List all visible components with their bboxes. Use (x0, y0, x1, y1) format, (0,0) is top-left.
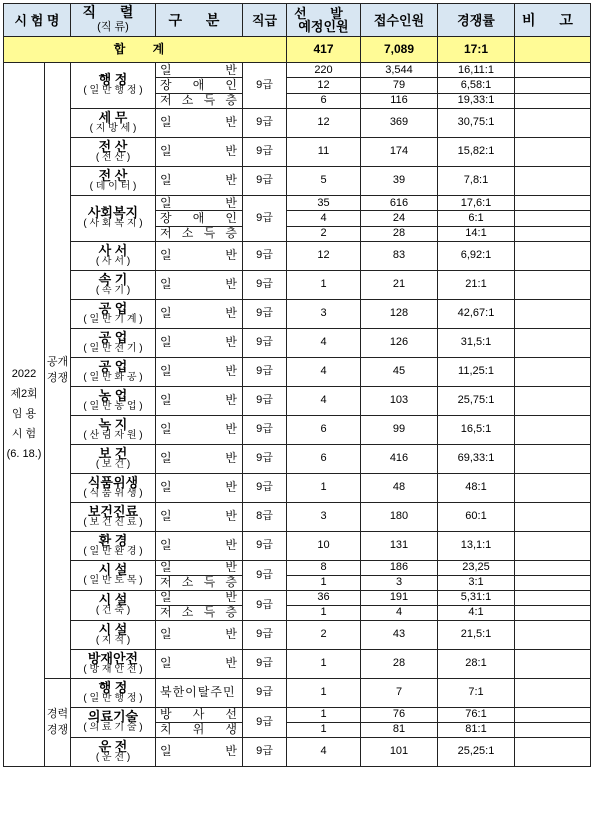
applicants-cell: 103 (361, 386, 438, 415)
category-cell: 일 반 (156, 108, 243, 137)
note-cell (515, 328, 591, 357)
job-subtype: ( 보 건 진 료 ) (83, 516, 143, 528)
recruit-cell: 1 (287, 605, 361, 620)
header-rate: 경쟁률 (438, 4, 515, 37)
note-cell (515, 531, 591, 560)
recruit-cell: 1 (287, 707, 361, 722)
table-row (4, 502, 591, 531)
job-name: 의료기술 (87, 709, 139, 725)
recruit-cell: 12 (287, 108, 361, 137)
rate-cell: 76:1 (438, 707, 515, 722)
recruit-cell: 10 (287, 531, 361, 560)
rate-cell: 11,25:1 (438, 357, 515, 386)
applicants-cell: 416 (361, 444, 438, 473)
note-cell (515, 722, 591, 737)
job-name-cell (71, 166, 156, 195)
applicants-cell: 43 (361, 620, 438, 649)
header-grade: 직급 (243, 4, 287, 37)
exam-name-line: 임 용 (11, 408, 37, 421)
category-cell: 일 반 (156, 444, 243, 473)
job-name-cell (71, 473, 156, 502)
note-cell (515, 78, 591, 93)
job-name: 사회복지 (87, 205, 139, 221)
note-cell (515, 386, 591, 415)
category-cell: 일 반 (156, 737, 243, 766)
table-row (4, 386, 591, 415)
rate-cell: 25,25:1 (438, 737, 515, 766)
table-row (4, 590, 591, 605)
category-cell: 일 반 (156, 241, 243, 270)
category-cell: 일 반 (156, 560, 243, 575)
applicants-cell: 24 (361, 211, 438, 226)
grade-cell: 9급 (243, 195, 287, 241)
job-name-cell (71, 737, 156, 766)
table-row (4, 473, 591, 502)
note-cell (515, 93, 591, 108)
job-name-cell (71, 531, 156, 560)
category-cell: 저 소 득 층 (156, 93, 243, 108)
applicants-cell: 174 (361, 137, 438, 166)
note-cell (515, 211, 591, 226)
grade-cell: 9급 (243, 386, 287, 415)
job-subtype: ( 일 반 환 경 ) (83, 545, 143, 557)
applicants-cell: 126 (361, 328, 438, 357)
category-cell: 일 반 (156, 166, 243, 195)
applicants-cell: 3 (361, 575, 438, 590)
job-name: 공 업 (98, 329, 128, 345)
job-name: 속 기 (98, 271, 128, 287)
job-subtype: ( 운 전 ) (95, 751, 131, 763)
table-row (4, 531, 591, 560)
job-name-cell (71, 560, 156, 590)
category-cell: 일 반 (156, 357, 243, 386)
recruit-cell: 5 (287, 166, 361, 195)
table-row (4, 137, 591, 166)
header-job: 직 렬 (직 류) (71, 4, 156, 37)
note-cell (515, 270, 591, 299)
applicants-cell: 369 (361, 108, 438, 137)
grade-cell: 9급 (243, 63, 287, 109)
job-subtype: ( 보 건 ) (95, 458, 131, 470)
job-subtype: ( 방 재 안 전 ) (83, 663, 143, 675)
recruit-cell: 4 (287, 328, 361, 357)
rate-cell: 16,11:1 (438, 63, 515, 78)
rate-cell: 19,33:1 (438, 93, 515, 108)
job-name-cell (71, 678, 156, 707)
rate-cell: 28:1 (438, 649, 515, 678)
note-cell (515, 137, 591, 166)
competition-table (3, 3, 591, 767)
table-row (4, 357, 591, 386)
recruit-cell: 12 (287, 241, 361, 270)
job-name-cell (71, 328, 156, 357)
recruit-cell: 6 (287, 415, 361, 444)
applicants-cell: 3,544 (361, 63, 438, 78)
grade-cell: 9급 (243, 620, 287, 649)
rate-cell: 21:1 (438, 270, 515, 299)
recruit-cell: 11 (287, 137, 361, 166)
applicants-cell: 48 (361, 473, 438, 502)
job-subtype: ( 일 반 전 기 ) (83, 342, 143, 354)
applicants-cell: 39 (361, 166, 438, 195)
job-subtype: ( 사 회 복 지 ) (83, 218, 143, 230)
note-cell (515, 63, 591, 78)
category-cell: 저 소 득 층 (156, 226, 243, 241)
rate-cell: 48:1 (438, 473, 515, 502)
grade-cell: 9급 (243, 299, 287, 328)
note-cell (515, 166, 591, 195)
job-subtype: ( 일 반 농 업 ) (83, 400, 143, 412)
note-cell (515, 575, 591, 590)
job-subtype: ( 지 방 세 ) (89, 122, 137, 134)
total-label: 합 계 (4, 37, 287, 63)
job-name-cell (71, 444, 156, 473)
group-career-cell (45, 678, 71, 766)
job-name: 농 업 (98, 387, 128, 403)
category-cell: 일 반 (156, 502, 243, 531)
header-exam: 시 험 명 (4, 4, 71, 37)
category-cell: 장 애 인 (156, 211, 243, 226)
note-cell (515, 415, 591, 444)
recruit-cell: 1 (287, 270, 361, 299)
table-row (4, 560, 591, 575)
category-cell: 일 반 (156, 473, 243, 502)
header-recruit: 선 발 예정인원 (287, 4, 361, 37)
table-row (4, 707, 591, 722)
applicants-cell: 99 (361, 415, 438, 444)
job-name-cell (71, 108, 156, 137)
note-cell (515, 620, 591, 649)
exam-name-line: (6. 18.) (6, 448, 42, 461)
job-name: 보건진료 (87, 503, 139, 519)
category-cell: 일 반 (156, 63, 243, 78)
note-cell (515, 605, 591, 620)
rate-cell: 30,75:1 (438, 108, 515, 137)
grade-cell: 9급 (243, 357, 287, 386)
job-name-cell (71, 415, 156, 444)
job-subtype: ( 산 림 자 원 ) (83, 429, 143, 441)
grade-cell: 9급 (243, 166, 287, 195)
grade-cell: 9급 (243, 137, 287, 166)
group-label: 경쟁 (46, 372, 69, 385)
category-cell: 치 위 생 (156, 722, 243, 737)
applicants-cell: 79 (361, 78, 438, 93)
table-row (4, 649, 591, 678)
note-cell (515, 108, 591, 137)
job-name: 행 정 (98, 679, 128, 695)
job-subtype: ( 일 반 토 목 ) (83, 575, 143, 587)
exam-name-cell (4, 63, 45, 767)
table-row (4, 620, 591, 649)
category-cell: 일 반 (156, 386, 243, 415)
rate-cell: 15,82:1 (438, 137, 515, 166)
job-name-cell (71, 241, 156, 270)
table-row (4, 241, 591, 270)
grade-cell: 9급 (243, 108, 287, 137)
note-cell (515, 195, 591, 210)
job-subtype: ( 일 반 화 공 ) (83, 371, 143, 383)
job-subtype: ( 사 서 ) (95, 255, 131, 267)
job-name-cell (71, 649, 156, 678)
job-subtype: ( 일 반 행 정 ) (83, 692, 143, 704)
rate-cell: 6,92:1 (438, 241, 515, 270)
note-cell (515, 241, 591, 270)
job-subtype: ( 식 품 위 생 ) (83, 487, 143, 499)
table-row (4, 195, 591, 210)
rate-cell: 3:1 (438, 575, 515, 590)
category-cell: 일 반 (156, 195, 243, 210)
grade-cell: 9급 (243, 270, 287, 299)
rate-cell: 69,33:1 (438, 444, 515, 473)
table-row (4, 415, 591, 444)
applicants-cell: 76 (361, 707, 438, 722)
recruit-cell: 35 (287, 195, 361, 210)
grade-cell: 9급 (243, 473, 287, 502)
total-applicants: 7,089 (361, 37, 438, 63)
grade-cell: 9급 (243, 531, 287, 560)
applicants-cell: 28 (361, 226, 438, 241)
exam-name-line: 2022 (11, 368, 37, 381)
job-name: 운 전 (98, 738, 128, 754)
total-row (4, 37, 591, 63)
recruit-cell: 4 (287, 386, 361, 415)
group-label: 경쟁 (46, 724, 69, 737)
recruit-cell: 8 (287, 560, 361, 575)
recruit-cell: 1 (287, 575, 361, 590)
group-label: 공개 (46, 356, 69, 369)
rate-cell: 5,31:1 (438, 590, 515, 605)
note-cell (515, 357, 591, 386)
table-row (4, 270, 591, 299)
job-name: 시 설 (98, 621, 128, 637)
recruit-cell: 4 (287, 357, 361, 386)
job-subtype: ( 지 적 ) (95, 634, 131, 646)
total-recruit: 417 (287, 37, 361, 63)
job-name-cell (71, 620, 156, 649)
table-row (4, 737, 591, 766)
applicants-cell: 616 (361, 195, 438, 210)
rate-cell: 25,75:1 (438, 386, 515, 415)
job-name: 환 경 (98, 532, 128, 548)
grade-cell: 8급 (243, 502, 287, 531)
applicants-cell: 186 (361, 560, 438, 575)
applicants-cell: 45 (361, 357, 438, 386)
applicants-cell: 101 (361, 737, 438, 766)
note-cell (515, 473, 591, 502)
job-subtype: ( 의 료 기 술 ) (83, 722, 143, 734)
note-cell (515, 299, 591, 328)
applicants-cell: 180 (361, 502, 438, 531)
header-note: 비 고 (515, 4, 591, 37)
rate-cell: 16,5:1 (438, 415, 515, 444)
recruit-cell: 4 (287, 737, 361, 766)
rate-cell: 7:1 (438, 678, 515, 707)
recruit-cell: 2 (287, 226, 361, 241)
category-cell: 장 애 인 (156, 78, 243, 93)
total-rate: 17:1 (438, 37, 515, 63)
header-row (4, 4, 591, 37)
job-subtype: ( 속 기 ) (95, 284, 131, 296)
category-cell: 저 소 득 층 (156, 605, 243, 620)
category-cell: 일 반 (156, 415, 243, 444)
exam-name-line: 시 험 (11, 428, 37, 441)
job-subtype: ( 데 이 터 ) (89, 180, 137, 192)
grade-cell: 9급 (243, 444, 287, 473)
table-row (4, 63, 591, 78)
exam-name-line: 제2회 (10, 388, 38, 401)
rate-cell: 4:1 (438, 605, 515, 620)
job-name: 전 산 (98, 167, 128, 183)
rate-cell: 6,58:1 (438, 78, 515, 93)
table-row (4, 299, 591, 328)
recruit-cell: 3 (287, 502, 361, 531)
category-cell: 저 소 득 층 (156, 575, 243, 590)
recruit-cell: 6 (287, 444, 361, 473)
job-name: 보 건 (98, 445, 128, 461)
job-subtype: ( 전 산 ) (95, 151, 131, 163)
rate-cell: 13,1:1 (438, 531, 515, 560)
job-subtype: ( 일 반 기 계 ) (83, 313, 143, 325)
grade-cell: 9급 (243, 415, 287, 444)
category-cell: 북한이탈주민 (156, 678, 243, 707)
rate-cell: 21,5:1 (438, 620, 515, 649)
job-name: 시 설 (98, 592, 128, 608)
applicants-cell: 81 (361, 722, 438, 737)
job-name: 행 정 (98, 72, 128, 88)
grade-cell: 9급 (243, 678, 287, 707)
applicants-cell: 128 (361, 299, 438, 328)
category-cell: 방 사 선 (156, 707, 243, 722)
recruit-cell: 2 (287, 620, 361, 649)
applicants-cell: 191 (361, 590, 438, 605)
recruit-cell: 12 (287, 78, 361, 93)
recruit-cell: 36 (287, 590, 361, 605)
applicants-cell: 131 (361, 531, 438, 560)
rate-cell: 81:1 (438, 722, 515, 737)
category-cell: 일 반 (156, 299, 243, 328)
header-category: 구 분 (156, 4, 243, 37)
rate-cell: 31,5:1 (438, 328, 515, 357)
job-name: 공 업 (98, 300, 128, 316)
group-label: 경력 (46, 708, 69, 721)
job-name-cell (71, 195, 156, 241)
grade-cell: 9급 (243, 707, 287, 737)
category-cell: 일 반 (156, 620, 243, 649)
header-applicants: 접수인원 (361, 4, 438, 37)
recruit-cell: 6 (287, 93, 361, 108)
job-name: 사 서 (98, 242, 128, 258)
category-cell: 일 반 (156, 531, 243, 560)
grade-cell: 9급 (243, 241, 287, 270)
rate-cell: 23,25 (438, 560, 515, 575)
grade-cell: 9급 (243, 590, 287, 620)
job-name-cell (71, 386, 156, 415)
job-name-cell (71, 707, 156, 737)
applicants-cell: 116 (361, 93, 438, 108)
rate-cell: 14:1 (438, 226, 515, 241)
applicants-cell: 21 (361, 270, 438, 299)
note-cell (515, 707, 591, 722)
rate-cell: 7,8:1 (438, 166, 515, 195)
job-subtype: ( 일 반 행 정 ) (83, 85, 143, 97)
table-row (4, 166, 591, 195)
category-cell: 일 반 (156, 649, 243, 678)
grade-cell: 9급 (243, 560, 287, 590)
category-cell: 일 반 (156, 328, 243, 357)
recruit-cell: 3 (287, 299, 361, 328)
job-name: 전 산 (98, 138, 128, 154)
job-name-cell (71, 299, 156, 328)
job-name-cell (71, 502, 156, 531)
category-cell: 일 반 (156, 590, 243, 605)
applicants-cell: 83 (361, 241, 438, 270)
table-row (4, 678, 591, 707)
job-name-cell (71, 357, 156, 386)
rate-cell: 60:1 (438, 502, 515, 531)
job-name: 방재안전 (87, 650, 139, 666)
note-cell (515, 737, 591, 766)
note-cell (515, 444, 591, 473)
category-cell: 일 반 (156, 137, 243, 166)
applicants-cell: 4 (361, 605, 438, 620)
rate-cell: 6:1 (438, 211, 515, 226)
rate-cell: 17,6:1 (438, 195, 515, 210)
total-note (515, 37, 591, 63)
job-name: 공 업 (98, 358, 128, 374)
note-cell (515, 560, 591, 575)
note-cell (515, 678, 591, 707)
table-row (4, 444, 591, 473)
job-name: 시 설 (98, 562, 128, 578)
rate-cell: 42,67:1 (438, 299, 515, 328)
note-cell (515, 590, 591, 605)
recruit-cell: 1 (287, 649, 361, 678)
recruit-cell: 1 (287, 473, 361, 502)
grade-cell: 9급 (243, 737, 287, 766)
job-name: 녹 지 (98, 416, 128, 432)
applicants-cell: 7 (361, 678, 438, 707)
job-name-cell (71, 590, 156, 620)
job-name: 식품위생 (87, 474, 139, 490)
note-cell (515, 226, 591, 241)
job-name: 세 무 (98, 109, 128, 125)
recruit-cell: 1 (287, 722, 361, 737)
category-cell: 일 반 (156, 270, 243, 299)
recruit-cell: 1 (287, 678, 361, 707)
table-row (4, 328, 591, 357)
note-cell (515, 502, 591, 531)
table-row (4, 108, 591, 137)
job-subtype: ( 건 축 ) (95, 605, 131, 617)
job-name-cell (71, 137, 156, 166)
grade-cell: 9급 (243, 328, 287, 357)
job-name-cell (71, 270, 156, 299)
applicants-cell: 28 (361, 649, 438, 678)
recruit-cell: 220 (287, 63, 361, 78)
grade-cell: 9급 (243, 649, 287, 678)
group-open-cell (45, 63, 71, 679)
note-cell (515, 649, 591, 678)
recruit-cell: 4 (287, 211, 361, 226)
job-name-cell (71, 63, 156, 109)
